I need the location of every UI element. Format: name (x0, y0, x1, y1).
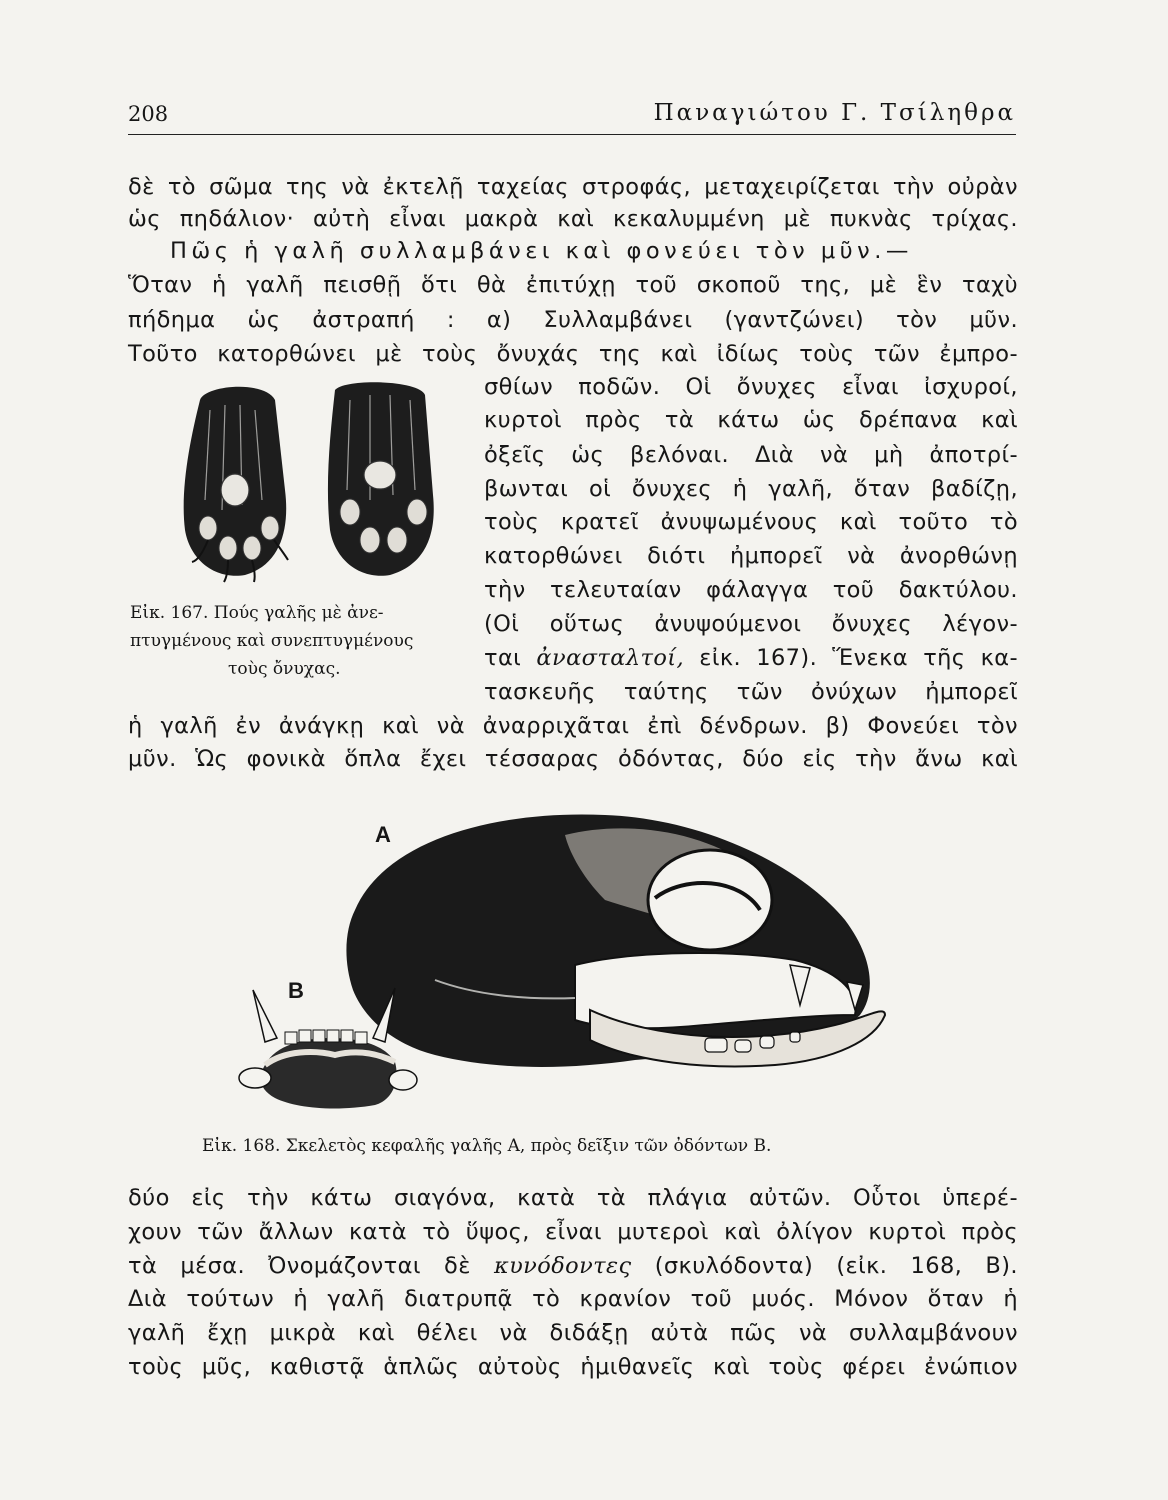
text-line: τοὺς μῦς, καθιστᾷ ἁπλῶς αὐτοὺς ἡμιθανεῖς καὶ τοὺς φέρει ἐνώπιον (128, 1354, 1018, 1380)
text-line: ὀξεῖς ὡς βελόναι. Διὰ νὰ μὴ ἀποτρί- (484, 442, 1018, 468)
text-line: ἡ γαλῆ ἐν ἀνάγκῃ καὶ νὰ ἀναρριχᾶται ἐπὶ δένδρων. β) Φονεύει τὸν (128, 713, 1018, 739)
running-head: Παναγιώτου Γ. Τσίληθρα (653, 100, 1016, 126)
text-line: Τοῦτο κατορθώνει μὲ τοὺς ὄνυχάς της καὶ ἰδίως τοὺς τῶν ἐμπρο- (128, 341, 1018, 367)
italic-term: ἀνασταλτοί, (536, 645, 685, 671)
figure-168-caption: Εἰκ. 168. Σκελετὸς κεφαλῆς γαλῆς Α, πρὸς δεῖξιν τῶν ὀδόντων Β. (202, 1136, 772, 1156)
figure-167-caption-line: Εἰκ. 167. Πούς γαλῆς μὲ ἀνε- (130, 603, 384, 623)
text-line (128, 1251, 1018, 1281)
skull-a (346, 814, 885, 1067)
text-line: τοὺς κρατεῖ ἀνυψωμένους καὶ τοῦτο τὸ (484, 509, 1018, 535)
header-rule (128, 134, 1016, 135)
figure-label-b: B (288, 978, 304, 1003)
text-line: (Οἱ οὕτως ἀνυψούμενοι ὄνυχες λέγον- (484, 611, 1018, 637)
text-span: εἰκ. 167). Ἕνεκα τῆς κα- (684, 645, 1019, 671)
text-line: Ὅταν ἡ γαλῆ πεισθῇ ὅτι θὰ ἐπιτύχῃ τοῦ σκοποῦ της, μὲ ἓν ταχὺ (128, 272, 1018, 298)
text-span: ται (484, 645, 537, 671)
text-line: σθίων ποδῶν. Οἱ ὄνυχες εἶναι ἰσχυροί, (484, 374, 1018, 400)
skull-illustration (235, 800, 895, 1120)
figure-167-caption-line: πτυγμένους καὶ συνεπτυγμένους (130, 631, 414, 651)
page-number: 208 (128, 102, 169, 126)
text-line: ὡς πηδάλιον· αὐτὴ εἶναι μακρὰ καὶ κεκαλυμμένη μὲ πυκνὰς τρίχας. (128, 206, 1018, 232)
text-line: κυρτοὶ πρὸς τὰ κάτω ὡς δρέπανα καὶ (484, 407, 1018, 433)
text-line: χουν τῶν ἄλλων κατὰ τὸ ὕψος, εἶναι μυτεροὶ καὶ ὀλίγον κυρτοὶ πρὸς (128, 1219, 1018, 1245)
figure-168-cat-skull (235, 800, 895, 1120)
text-line: δὲ τὸ σῶμα της νὰ ἐκτελῇ ταχείας στροφάς, μεταχειρίζεται τὴν οὐρὰν (128, 174, 1018, 200)
text-span: τὰ μέσα. Ὀνομάζονται δὲ (128, 1253, 494, 1279)
text-line: τὴν τελευταίαν φάλαγγα τοῦ δακτύλου. (484, 577, 1018, 603)
paw-retracted-claws (328, 382, 434, 576)
cat-paws-illustration (170, 380, 460, 585)
text-line: Διὰ τούτων ἡ γαλῆ διατρυπᾷ τὸ κρανίον τοῦ μυός. Μόνον ὅταν ἡ (128, 1286, 1018, 1312)
text-line: πήδημα ὡς ἀστραπή : α) Συλλαμβάνει (γαντζώνει) τὸν μῦν. (128, 307, 1018, 333)
paw-extended-claws (184, 387, 288, 582)
italic-term: κυνόδοντες (493, 1253, 632, 1279)
text-line: βωνται οἱ ὄνυχες ἡ γαλῆ, ὅταν βαδίζῃ, (484, 476, 1018, 502)
text-line: τασκευῆς ταύτης τῶν ὀνύχων ἠμπορεῖ (484, 679, 1018, 705)
text-line (484, 643, 1018, 673)
section-heading: Πῶς ἡ γαλῆ συλλαμβάνει καὶ φονεύει τὸν μῦν.— (170, 238, 913, 264)
text-line: γαλῆ ἔχῃ μικρὰ καὶ θέλει νὰ διδάξῃ αὐτὰ πῶς νὰ συλλαμβάνουν (128, 1320, 1018, 1346)
figure-label-a: A (375, 822, 391, 847)
text-line: δύο εἰς τὴν κάτω σιαγόνα, κατὰ τὰ πλάγια αὐτῶν. Οὗτοι ὑπερέ- (128, 1185, 1018, 1211)
text-line: μῦν. Ὡς φονικὰ ὅπλα ἔχει τέσσαρας ὀδόντας, δύο εἰς τὴν ἄνω καὶ (128, 746, 1018, 772)
figure-167-cat-paws (170, 380, 460, 585)
page-header (128, 100, 1016, 136)
text-line: κατορθώνει διότι ἠμπορεῖ νὰ ἀνορθώνῃ (484, 543, 1018, 569)
teeth-b (239, 988, 417, 1109)
text-span: (σκυλόδοντα) (εἰκ. 168, Β). (631, 1253, 1018, 1279)
figure-167-caption-line: τοὺς ὄνυχας. (228, 659, 341, 679)
